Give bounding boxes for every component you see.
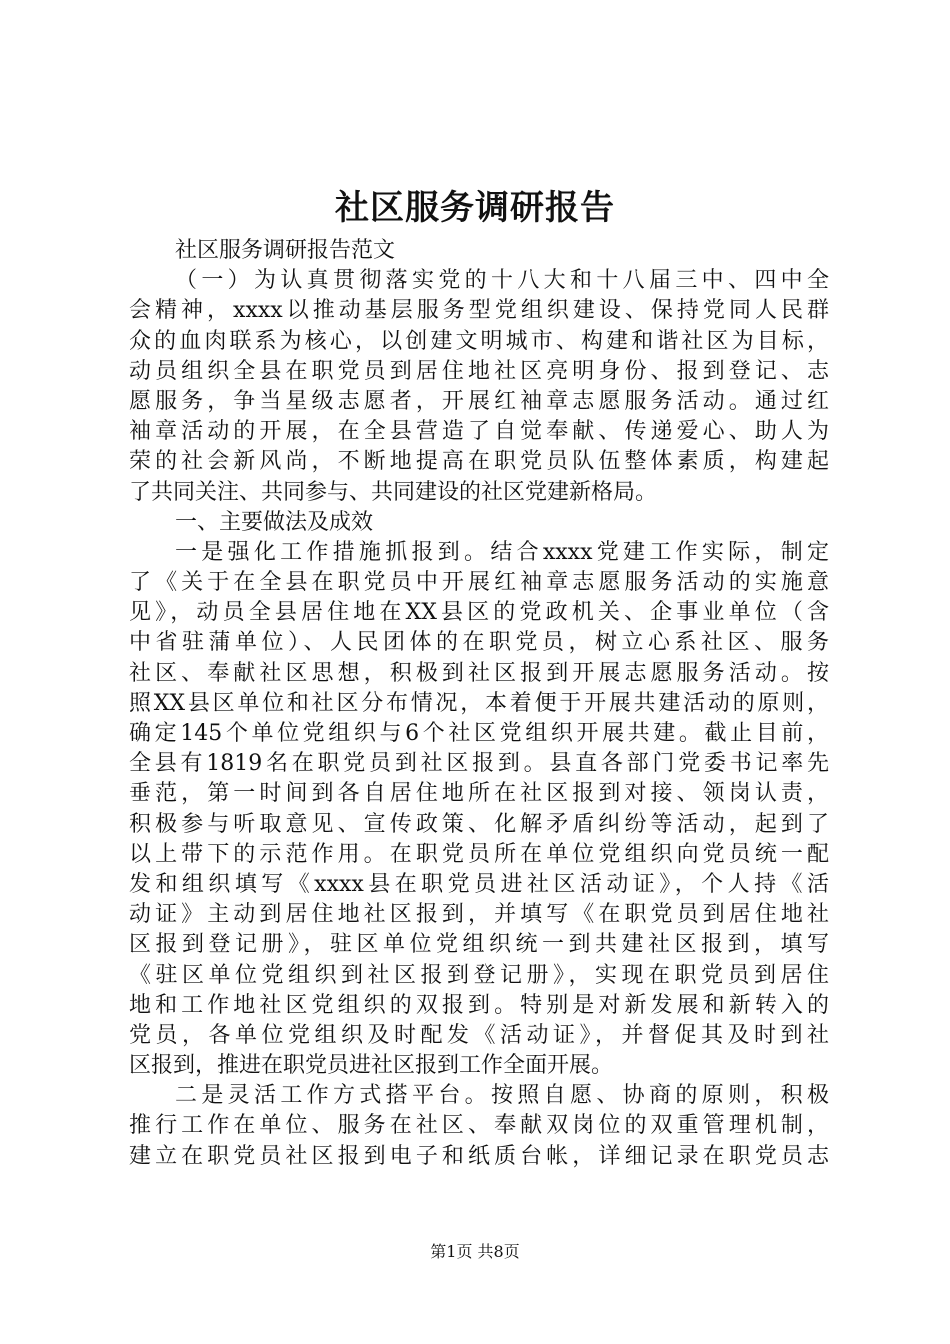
paragraph-line: 积极参与听取意见、宣传政策、化解矛盾纠纷等活动，起到了: [129, 811, 829, 837]
paragraph-line: 一是强化工作措施抓报到。结合xxxx党建工作实际，制定: [175, 539, 829, 565]
paragraph-line: 了《关于在全县在职党员中开展红袖章志愿服务活动的实施意: [129, 570, 829, 596]
paragraph-line: 区报到，推进在职党员进社区报到工作全面开展。: [129, 1053, 614, 1079]
paragraph-line: 推行工作在单位、服务在社区、奉献双岗位的双重管理机制，: [129, 1113, 829, 1139]
paragraph-line: 垂范，第一时间到各自居住地所在社区报到对接、领岗认责，: [129, 781, 829, 807]
section-heading: 一、主要做法及成效: [175, 509, 374, 535]
paragraph-line: 中省驻蒲单位）、人民团体的在职党员，树立心系社区、服务: [129, 630, 829, 656]
paragraph-line: 确定145个单位党组织与6个社区党组织开展共建。截止目前，: [129, 721, 829, 746]
paragraph-line: 见》，动员全县居住地在XX县区的党政机关、企事业单位（含: [129, 600, 829, 626]
paragraph-2: [129, 538, 829, 1081]
paragraph-line: 动证》主动到居住地社区报到，并填写《在职党员到居住地社: [129, 902, 829, 928]
paragraph-line: 以上带下的示范作用。在职党员所在单位党组织向党员统一配: [129, 841, 829, 867]
paragraph-line: 发和组织填写《xxxx县在职党员进社区活动证》，个人持《活: [129, 871, 829, 897]
paragraph-line: 《驻区单位党组织到社区报到登记册》，实现在职党员到居住: [129, 962, 829, 988]
document-subtitle: 社区服务调研报告范文: [175, 238, 396, 263]
paragraph-line: 建立在职党员社区报到电子和纸质台帐，详细记录在职党员志: [129, 1143, 829, 1169]
document-title: 社区服务调研报告: [335, 188, 615, 228]
paragraph-line: 二是灵活工作方式搭平台。按照自愿、协商的原则，积极: [175, 1083, 829, 1109]
paragraph-line: 动员组织全县在职党员到居住地社区亮明身份、报到登记、志: [129, 358, 829, 384]
paragraph-line: （一）为认真贯彻落实党的十八大和十八届三中、四中全: [175, 268, 829, 294]
paragraph-3: [129, 1081, 829, 1172]
paragraph-line: 社区、奉献社区思想，积极到社区报到开展志愿服务活动。按: [129, 660, 829, 686]
page-footer: 第1页 共8页: [430, 1242, 520, 1261]
paragraph-line: 荣的社会新风尚，不断地提高在职党员队伍整体素质，构建起: [129, 449, 829, 475]
paragraph-line: 了共同关注、共同参与、共同建设的社区党建新格局。: [129, 479, 658, 505]
paragraph-line: 会精神，xxxx以推动基层服务型党组织建设、保持党同人民群: [129, 298, 829, 324]
paragraph-1: [129, 266, 829, 508]
paragraph-line: 照XX县区单位和社区分布情况，本着便于开展共建活动的原则，: [129, 690, 829, 716]
paragraph-line: 全县有1819名在职党员到社区报到。县直各部门党委书记率先: [129, 751, 829, 777]
paragraph-line: 地和工作地社区党组织的双报到。特别是对新发展和新转入的: [129, 992, 829, 1018]
paragraph-line: 袖章活动的开展，在全县营造了自觉奉献、传递爱心、助人为: [129, 419, 829, 445]
document-body: [129, 236, 829, 1172]
paragraph-line: 众的血肉联系为核心，以创建文明城市、构建和谐社区为目标，: [129, 328, 829, 354]
paragraph-line: 愿服务，争当星级志愿者，开展红袖章志愿服务活动。通过红: [129, 388, 829, 414]
paragraph-line: 党员，各单位党组织及时配发《活动证》，并督促其及时到社: [129, 1022, 829, 1048]
paragraph-line: 区报到登记册》，驻区单位党组织统一到共建社区报到，填写: [129, 932, 829, 958]
